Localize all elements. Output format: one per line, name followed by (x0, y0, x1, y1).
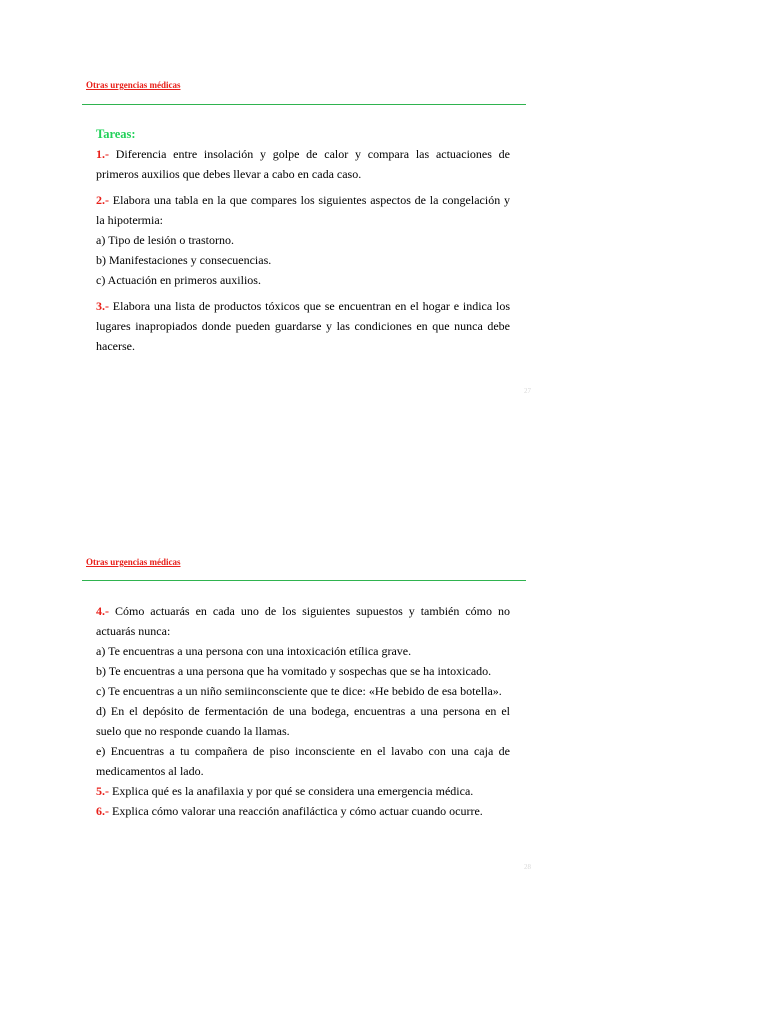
task-5 (96, 781, 510, 801)
page-number: 27 (524, 387, 531, 395)
task-number: 6.- (96, 804, 109, 818)
running-header: Otras urgencias médicas (86, 557, 181, 567)
task-number: 5.- (96, 784, 109, 798)
task-text: Elabora una tabla en la que compares los siguientes aspectos de la congelación y la hipotermia: (96, 193, 510, 227)
task-number: 4.- (96, 604, 109, 618)
tasks-section (96, 601, 510, 821)
task-item: e) Encuentras a tu compañera de piso inconsciente en el lavabo con una caja de medicamentos al lado. (96, 744, 510, 778)
task-3 (96, 296, 510, 356)
task-item: c) Te encuentras a un niño semiinconsciente que te dice: «He bebido de esa botella». (96, 684, 502, 698)
task-4 (96, 601, 510, 641)
task-2 (96, 190, 510, 230)
task-item: a) Te encuentras a una persona con una intoxicación etílica grave. (96, 644, 412, 658)
task-item: b) Manifestaciones y consecuencias. (96, 253, 272, 267)
running-header: Otras urgencias médicas (86, 80, 181, 90)
tasks-section (96, 124, 510, 356)
task-6 (96, 801, 510, 821)
document-page-28 (0, 480, 768, 1024)
header-divider (82, 580, 526, 581)
task-number: 3.- (96, 299, 109, 313)
task-1 (96, 144, 510, 184)
document-page-27 (0, 0, 768, 500)
task-text: Explica cómo valorar una reacción anafiláctica y cómo actuar cuando ocurre. (109, 804, 483, 818)
task-text: Diferencia entre insolación y golpe de calor y compara las actuaciones de primeros auxilios que debes llevar a cabo en cada caso. (96, 147, 510, 181)
task-number: 1.- (96, 147, 109, 161)
task-item: a) Tipo de lesión o trastorno. (96, 233, 234, 247)
task-item: c) Actuación en primeros auxilios. (96, 273, 261, 287)
section-title: Tareas: (96, 127, 136, 141)
task-item: b) Te encuentras a una persona que ha vomitado y sospechas que se ha intoxicado. (96, 664, 492, 678)
header-divider (82, 104, 526, 105)
page-number: 28 (524, 863, 531, 871)
task-number: 2.- (96, 193, 109, 207)
task-item: d) En el depósito de fermentación de una bodega, encuentras a una persona en el suelo que no responde cuando la llamas. (96, 704, 510, 738)
task-text: Cómo actuarás en cada uno de los siguientes supuestos y también cómo no actuarás nunca: (96, 604, 510, 638)
task-text: Explica qué es la anafilaxia y por qué se considera una emergencia médica. (109, 784, 474, 798)
task-text: Elabora una lista de productos tóxicos que se encuentran en el hogar e indica los lugares inapropiados donde pueden guardarse y las condiciones en que nunca debe hacerse. (96, 299, 510, 353)
